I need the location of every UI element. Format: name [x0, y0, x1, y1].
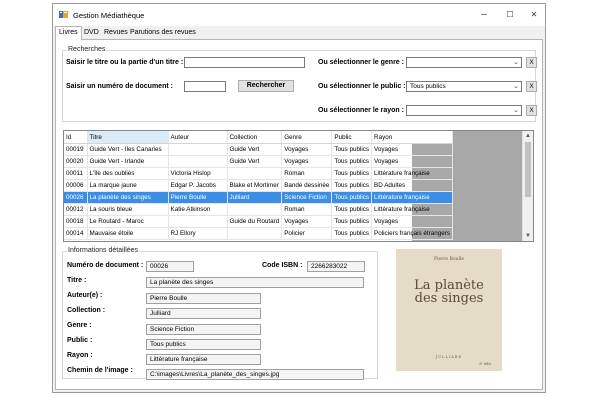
cell-public[interactable]: Tous publics	[332, 192, 372, 204]
cell-collection[interactable]	[227, 228, 282, 240]
detail-isbn-label: Code ISBN :	[262, 262, 303, 269]
cell-public[interactable]: Tous publics	[332, 156, 372, 168]
cell-collection[interactable]: Guide du Routard	[227, 216, 282, 228]
rayon-select[interactable]	[406, 105, 522, 116]
books-table	[64, 131, 453, 240]
maximize-button[interactable]: ☐	[506, 10, 514, 19]
docnum-search-input[interactable]	[184, 81, 226, 92]
cell-titre[interactable]: La marque jaune	[87, 180, 168, 192]
books-grid[interactable]	[63, 130, 534, 242]
detail-collection-field[interactable]: Julliard	[146, 308, 261, 319]
cell-auteur[interactable]	[168, 156, 227, 168]
cell-genre[interactable]: Science Fiction	[282, 192, 332, 204]
cell-id[interactable]: 00006	[64, 180, 87, 192]
minimize-button[interactable]: –	[481, 9, 487, 20]
cell-auteur[interactable]	[168, 144, 227, 156]
cell-titre[interactable]: Le Routard - Maroc	[87, 216, 168, 228]
cover-author: Pierre Boulle	[434, 257, 464, 262]
clear-rayon-button[interactable]: X	[526, 105, 537, 116]
genre-select-label: Ou sélectionner le genre :	[318, 59, 404, 66]
cell-titre[interactable]: Mauvaise étoile	[87, 228, 168, 240]
detail-docnum-field[interactable]: 00026	[146, 261, 194, 272]
grid-vertical-scrollbar[interactable]	[522, 131, 533, 241]
public-select-value: Tous publics	[410, 83, 446, 90]
column-header-public[interactable]: Public	[332, 131, 372, 144]
cell-genre[interactable]: Roman	[282, 168, 332, 180]
cover-title-line1: La planète	[414, 278, 484, 293]
window-title: Gestion Médiathèque	[73, 11, 145, 20]
detail-isbn-field[interactable]: 2266283022	[307, 261, 365, 272]
table-row[interactable]	[64, 156, 453, 168]
column-header-genre[interactable]: Genre	[282, 131, 332, 144]
cell-genre[interactable]: Voyages	[282, 216, 332, 228]
cover-edition: 8ᵉ édit.	[479, 362, 492, 366]
table-row[interactable]	[64, 216, 453, 228]
app-window	[52, 3, 546, 393]
detail-genre-field[interactable]: Science Fiction	[146, 324, 261, 335]
cell-genre[interactable]: Roman	[282, 204, 332, 216]
cell-rayon[interactable]: Littérature française	[372, 168, 453, 180]
clear-public-button[interactable]: X	[526, 81, 537, 92]
cell-id[interactable]: 00014	[64, 228, 87, 240]
cell-collection[interactable]: Guide Vert	[227, 144, 282, 156]
cell-collection[interactable]	[227, 168, 282, 180]
cell-rayon[interactable]: Littérature française	[372, 204, 453, 216]
cell-auteur[interactable]	[168, 216, 227, 228]
cell-id[interactable]: 00026	[64, 192, 87, 204]
detail-author-field[interactable]: Pierre Boulle	[146, 293, 261, 304]
detail-rayon-field[interactable]: Littérature française	[146, 354, 261, 365]
detail-image-path-label: Chemin de l'image :	[67, 367, 133, 374]
cell-public[interactable]: Tous publics	[332, 180, 372, 192]
cell-id[interactable]: 00012	[64, 204, 87, 216]
app-icon	[59, 10, 68, 19]
cell-id[interactable]: 00018	[64, 216, 87, 228]
detail-image-path-field[interactable]: C:\images\Livres\La_planète_des_singes.jpg	[146, 369, 364, 380]
title-search-label: Saisir le titre ou la partie d'un titre :	[66, 59, 184, 66]
cell-collection[interactable]	[227, 204, 282, 216]
cell-auteur[interactable]: Victoria Hislop	[168, 168, 227, 180]
rayon-select-label: Ou sélectionner le rayon :	[318, 107, 404, 114]
cell-auteur[interactable]: Edgar P. Jacobs	[168, 180, 227, 192]
detail-docnum-label: Numéro de document :	[67, 262, 144, 269]
cover-title	[396, 279, 502, 305]
table-row[interactable]	[64, 180, 453, 192]
cell-rayon[interactable]: Voyages	[372, 144, 453, 156]
detail-public-field[interactable]: Tous publics	[146, 339, 261, 350]
cell-public[interactable]: Tous publics	[332, 168, 372, 180]
tab-dvd[interactable]: DVD	[84, 29, 99, 36]
tab-strip	[53, 27, 545, 39]
cell-id[interactable]: 00019	[64, 144, 87, 156]
column-header-rayon[interactable]: Rayon	[372, 131, 453, 144]
cell-rayon[interactable]: Voyages	[372, 156, 453, 168]
cell-auteur[interactable]: Pierre Boulle	[168, 192, 227, 204]
details-group-label: Informations détaillées	[68, 247, 139, 254]
cell-auteur[interactable]: RJ Ellory	[168, 228, 227, 240]
cell-titre[interactable]: La planète des singes	[87, 192, 168, 204]
tab-parutions[interactable]: Parutions des revues	[130, 29, 196, 36]
book-cover-image	[396, 249, 502, 371]
scroll-down-icon[interactable]: ▼	[525, 233, 531, 239]
cell-public[interactable]: Tous publics	[332, 228, 372, 240]
title-search-input[interactable]	[184, 57, 305, 68]
cell-titre[interactable]: Guide Vert - Irlande	[87, 156, 168, 168]
cover-title-line2: des singes	[414, 291, 484, 306]
detail-rayon-label: Rayon :	[67, 352, 93, 359]
cell-rayon[interactable]: Voyages	[372, 216, 453, 228]
cell-collection[interactable]: Blake et Mortimer	[227, 180, 282, 192]
chevron-down-icon: ⌄	[513, 107, 519, 114]
cell-id[interactable]: 00020	[64, 156, 87, 168]
chevron-down-icon: ⌄	[513, 83, 519, 90]
detail-genre-label: Genre :	[67, 322, 92, 329]
cell-rayon[interactable]: BD Adultes	[372, 180, 453, 192]
scroll-up-icon[interactable]: ▲	[525, 133, 531, 139]
search-button[interactable]: Rechercher	[238, 80, 294, 92]
cell-public[interactable]: Tous publics	[332, 204, 372, 216]
cell-rayon[interactable]: Policiers français étrangers	[372, 228, 453, 240]
clear-genre-button[interactable]: X	[526, 57, 537, 68]
detail-title-label: Titre :	[67, 277, 87, 284]
cell-titre[interactable]: Guide Vert - Iles Canaries	[87, 144, 168, 156]
cover-publisher: JULLIARD	[435, 355, 463, 359]
tab-panel-livres	[55, 39, 543, 390]
cell-public[interactable]: Tous publics	[332, 216, 372, 228]
table-row[interactable]	[64, 192, 453, 204]
public-select[interactable]	[406, 81, 522, 92]
table-header-row	[64, 131, 453, 144]
table-row[interactable]	[64, 144, 453, 156]
cell-public[interactable]: Tous publics	[332, 144, 372, 156]
table-row[interactable]	[64, 204, 453, 216]
tab-revues[interactable]: Revues	[104, 29, 128, 36]
cell-auteur[interactable]: Katie Atkinson	[168, 204, 227, 216]
column-header-id[interactable]: Id	[64, 131, 87, 144]
cell-id[interactable]: 00011	[64, 168, 87, 180]
cell-genre[interactable]: Bande dessinée	[282, 180, 332, 192]
chevron-down-icon: ⌄	[513, 59, 519, 66]
detail-public-label: Public :	[67, 337, 93, 344]
detail-collection-label: Collection :	[67, 307, 106, 314]
table-row[interactable]	[64, 168, 453, 180]
tab-livres[interactable]: Livres	[55, 26, 82, 40]
table-row[interactable]	[64, 228, 453, 240]
detail-author-label: Auteur(e) :	[67, 292, 103, 299]
title-bar	[53, 4, 545, 26]
public-select-label: Ou sélectionner le public :	[318, 83, 406, 90]
scroll-thumb[interactable]	[525, 142, 531, 197]
cell-titre[interactable]: La souris bleue	[87, 204, 168, 216]
cell-rayon[interactable]: Littérature française	[372, 192, 453, 204]
search-group-label: Recherches	[68, 46, 106, 53]
column-header-titre[interactable]: Titre	[87, 131, 168, 144]
column-header-auteur[interactable]: Auteur	[168, 131, 227, 144]
detail-title-field[interactable]: La planète des singes	[146, 277, 364, 288]
cell-genre[interactable]: Voyages	[282, 156, 332, 168]
cell-genre[interactable]: Voyages	[282, 144, 332, 156]
cell-collection[interactable]: Julliard	[227, 192, 282, 204]
column-header-collection[interactable]: Collection	[227, 131, 282, 144]
docnum-search-label: Saisir un numéro de document :	[66, 83, 173, 90]
cell-collection[interactable]: Guide Vert	[227, 156, 282, 168]
cell-genre[interactable]: Policier	[282, 228, 332, 240]
cell-titre[interactable]: L'île des oubliés	[87, 168, 168, 180]
genre-select[interactable]	[406, 57, 522, 68]
close-button[interactable]: ✕	[530, 10, 538, 19]
